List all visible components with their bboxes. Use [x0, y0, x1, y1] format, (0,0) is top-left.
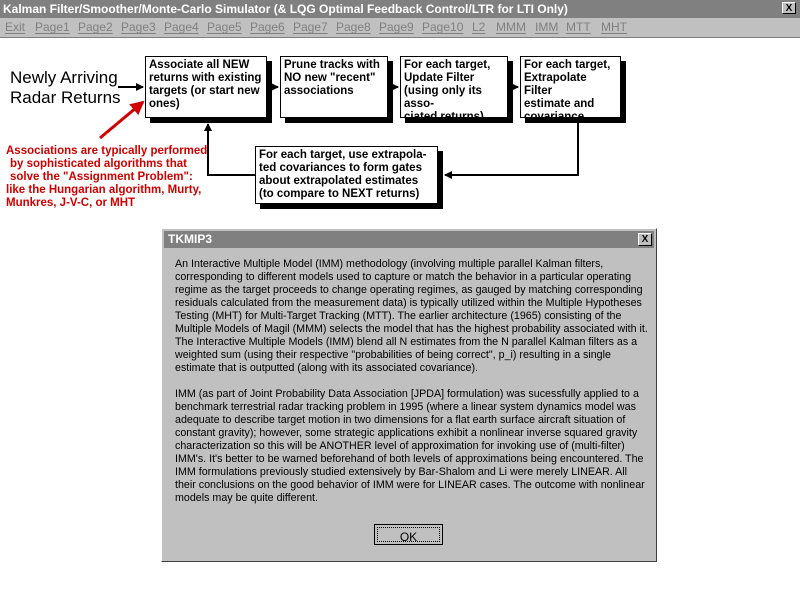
box-extrapolate-line: estimate and [524, 98, 595, 110]
annotation-line: like the Hungarian algorithm, Murty, [6, 184, 202, 196]
annotation-line: Munkres, J-V-C, or MHT [6, 197, 136, 209]
dialog-paragraph-2: IMM (as part of Joint Probability Data Association [JPDA] formulation) was sucessfully applied to a benchmark terrestrial radar tracking problem in 1995 (where a linear system dynamics model was adequate to describe target motion in two dimensions for a flat earth surface aircraft situation of constant gravity); however, some strategic applications exhibit a nonlinear inverse squared gravity characterization so this will be ANOTHER level of approximation for invoking use of (multi-filter) IMM's. It's better to be warned beforehand of both levels of approximations being encountered. The IMM formulations previously studied extensively by Bar-Shalom and Li were merely LINEAR. All their conclusions on the good behavior of IMM were for LINEAR cases. The outcome with nonlinear models may be quite different. [175, 388, 645, 504]
box-update [400, 56, 508, 123]
box-associate-line: returns with existing [149, 72, 262, 84]
box-gates-line: about extrapolated estimates [259, 175, 419, 187]
annotation-line: by sophisticated algorithms that [10, 158, 187, 170]
box-prune-line: Prune tracks with [284, 59, 380, 71]
input-label-line1: Newly Arriving [10, 68, 118, 87]
menu-page10[interactable]: Page10 [422, 20, 464, 34]
dialog-title-bar [164, 231, 654, 248]
box-prune-line: associations [284, 85, 354, 97]
box-associate-line: Associate all NEW [149, 59, 250, 71]
menu-page2[interactable]: Page2 [78, 20, 113, 34]
arrow-box5-to-box1 [208, 124, 255, 175]
info-dialog [161, 228, 657, 562]
dialog-title: TKMIP3 [168, 232, 213, 246]
menu-page5[interactable]: Page5 [207, 20, 242, 34]
box-gates [255, 146, 438, 204]
menu-page1[interactable]: Page1 [35, 20, 70, 34]
annotation-line: solve the "Assignment Problem": [10, 171, 193, 183]
menu-page6[interactable]: Page6 [250, 20, 285, 34]
box-update-line: ciated returns) [404, 111, 484, 123]
menu-page4[interactable]: Page4 [164, 20, 199, 34]
menu-page3[interactable]: Page3 [121, 20, 156, 34]
menu-page7[interactable]: Page7 [293, 20, 328, 34]
box-extrapolate-line: For each target, [524, 59, 611, 71]
arrow-box4-to-box5 [445, 120, 578, 175]
menu-imm[interactable]: IMM [535, 20, 559, 34]
ok-button[interactable] [374, 524, 443, 545]
box-update-line: Update Filter [404, 72, 475, 84]
input-label-line2: Radar Returns [10, 88, 121, 107]
box-gates-line: ted covariances to form gates [259, 162, 422, 174]
box-extrapolate-line: covariance [524, 111, 585, 123]
annotation-line: Associations are typically performed [6, 145, 208, 157]
window-close-button[interactable]: X [782, 2, 796, 14]
box-prune [280, 56, 388, 118]
ok-button-label: OK [377, 527, 440, 542]
menu-mmm[interactable]: MMM [496, 20, 526, 34]
box-extrapolate [520, 56, 621, 123]
box-prune-line: NO new "recent" [284, 72, 376, 84]
menu-l2[interactable]: L2 [472, 20, 486, 34]
box-associate-line: targets (or start new [149, 85, 260, 97]
dialog-close-button[interactable]: X [638, 233, 652, 246]
window-title: Kalman Filter/Smoother/Monte-Carlo Simulator (& LQG Optimal Feedback Control/LTR for LTI Only) [3, 2, 568, 16]
menu-mht[interactable]: MHT [601, 20, 627, 34]
dialog-body [175, 258, 649, 518]
box-gates-line: For each target, use extrapola- [259, 149, 427, 161]
box-gates-line: (to compare to NEXT returns) [259, 188, 420, 200]
menu-page9[interactable]: Page9 [379, 20, 414, 34]
menu-exit[interactable]: Exit [5, 20, 26, 34]
box-associate-line: ones) [149, 98, 180, 110]
box-update-line: (using only its asso- [404, 85, 482, 110]
menu-page8[interactable]: Page8 [336, 20, 371, 34]
box-update-line: For each target, [404, 59, 491, 71]
menu-mtt[interactable]: MTT [566, 20, 591, 34]
box-extrapolate-line: Extrapolate Filter [524, 72, 587, 97]
box-associate [145, 56, 267, 118]
dialog-paragraph-1: An Interactive Multiple Model (IMM) methodology (involving multiple parallel Kalman filters, corresponding to different models used to capture or match the behavior in a particular operating regime as the target proceeds to change operating regimes, as gauged by matching corresponding residuals calculated from the measurement data) is typically utilized within the Multiple Hypotheses Testing (MHT) for Multi-Target Tracking (MTT). The earlier architecture (1965) consisting of the Multiple Models of Magil (MMM) selects the model that has the highest probability associated with it. The Interactive Multiple Models (IMM) blend all N estimates from the N parallel Kalman filters as a weighted sum (using their respective "probabilities of being correct", p_i) resulting in a single estimate that is outputted (along with its associated covariance). [175, 258, 648, 374]
